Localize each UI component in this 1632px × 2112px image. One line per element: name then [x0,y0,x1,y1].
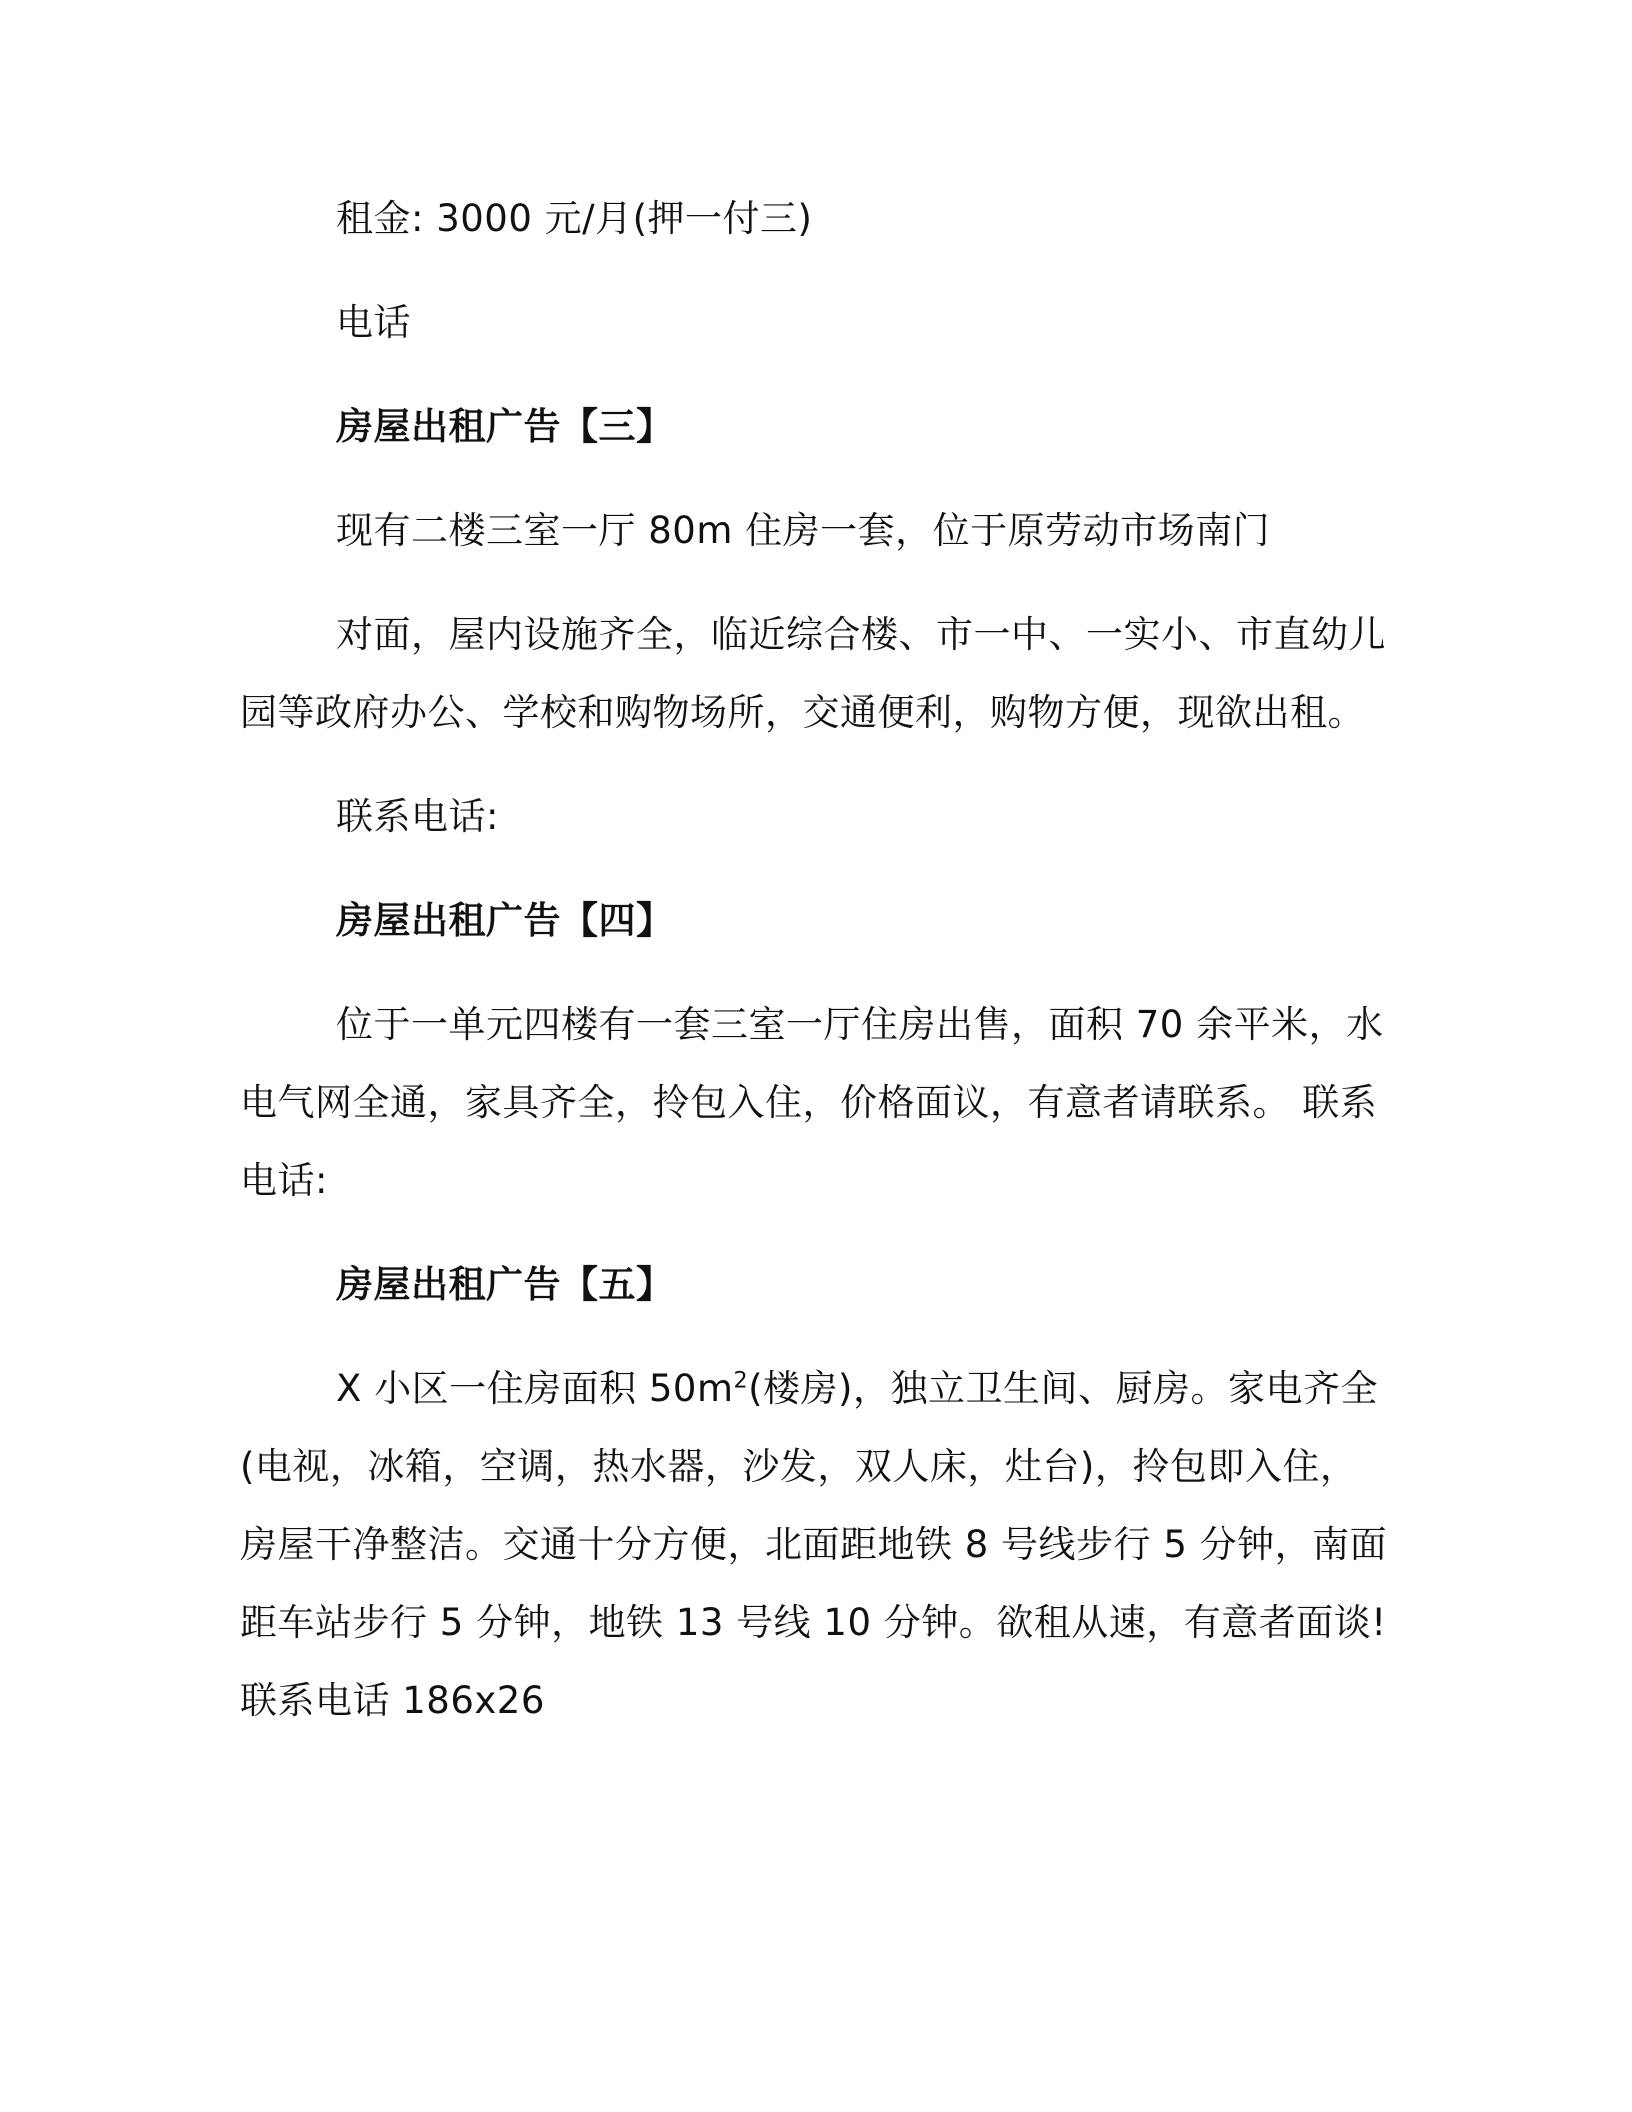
ad-heading-4: 房屋出租广告【四】 [336,899,674,942]
ad3-contact: 联系电话: [336,795,499,838]
ad5-paragraph [240,1350,1390,1740]
ad5-text-part-2: (楼房)，独立卫生间、厨房。家电齐全(电视，冰箱，空调，热水器，沙发，双人床，灶台)，拎包即入住，房屋干净整洁。交通十分方便，北面距地铁 8 号线步行 5 分钟，南面距车站步行 5 分钟，地铁 13 号线 10 分钟。欲租从速，有意者面谈!联系电话 186x26 [240,1367,1388,1722]
document-body [240,180,1390,1740]
ad-heading-3: 房屋出租广告【三】 [336,405,674,448]
rent-line: 租金: 3000 元/月(押一付三) [336,197,813,240]
ad5-superscript: 2 [733,1367,749,1394]
ad3-paragraph: 对面，屋内设施齐全，临近综合楼、市一中、一实小、市直幼儿园等政府办公、学校和购物场所，交通便利，购物方便，现欲出租。 [240,613,1386,734]
ad-heading-5: 房屋出租广告【五】 [336,1263,674,1306]
ad5-text-part-1: X 小区一住房面积 50m [336,1367,734,1410]
ad4-paragraph: 位于一单元四楼有一套三室一厅住房出售，面积 70 余平米，水电气网全通，家具齐全，拎包入住，价格面议，有意者请联系。 联系电话: [240,1003,1384,1202]
ad3-line-1: 现有二楼三室一厅 80m 住房一套，位于原劳动市场南门 [336,509,1271,552]
phone-line: 电话 [336,301,411,344]
